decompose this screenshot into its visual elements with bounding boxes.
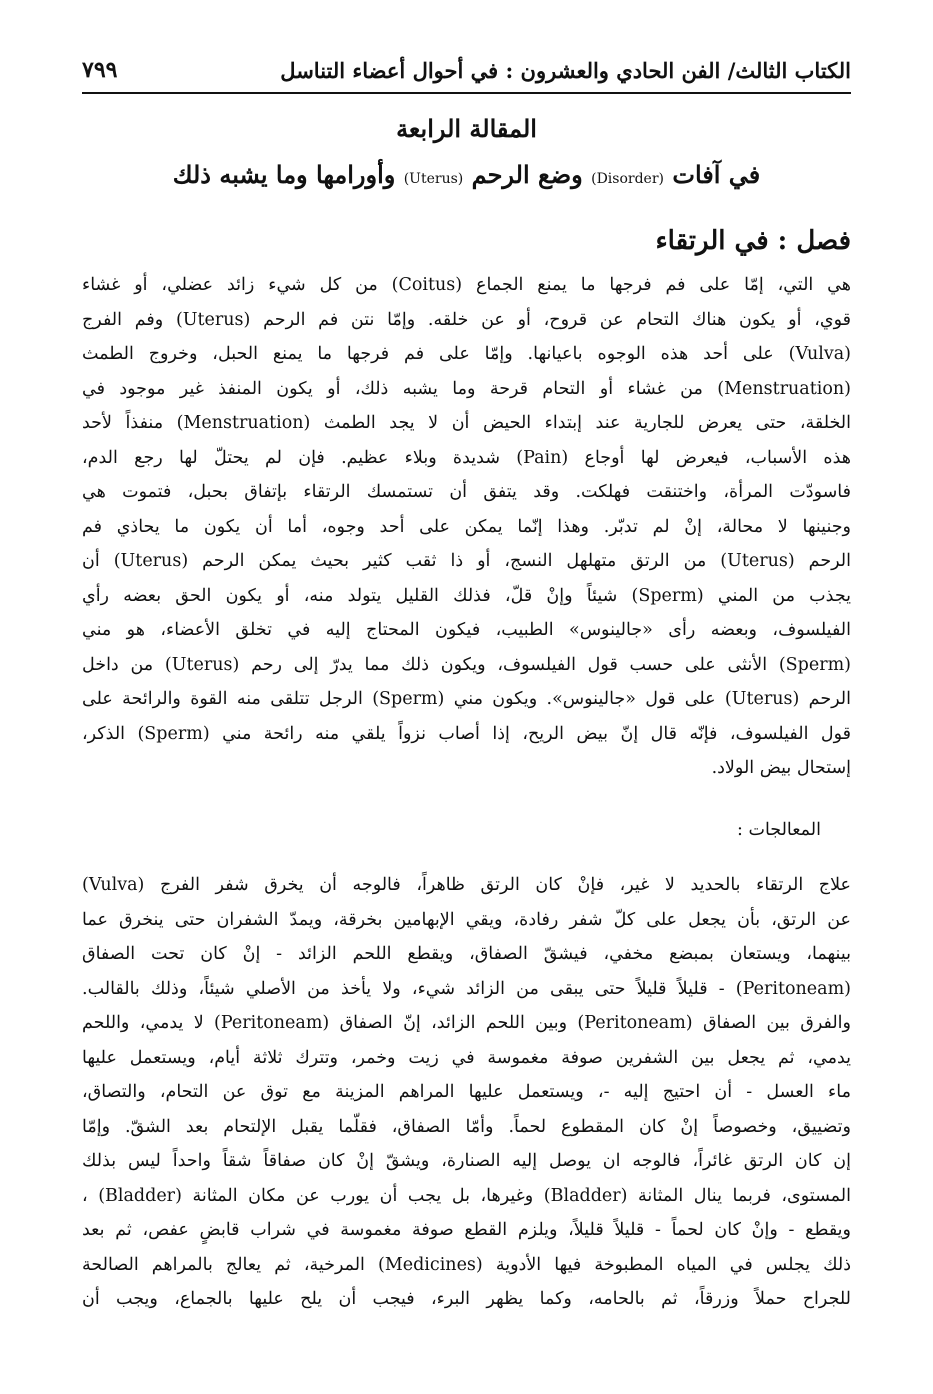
- section-heading: فصل : في الرتقاء: [655, 226, 851, 256]
- body-line: الرحم (Uterus) على قول «جالينوس». ويكون مني (Sperm) الرجل تتلقى منه القوة والرائحة على: [82, 689, 851, 709]
- body-line: إستحال بيض الولاد.: [711, 758, 851, 778]
- treatment-line: يدمي، ثم يجعل بين الشفرين صوفة مغموسة في زيت وخمر، وتترك ثلاثة أيام، ويستعمل عليها: [82, 1047, 851, 1068]
- treatments-paragraph: [82, 868, 851, 1317]
- running-header: [82, 48, 851, 94]
- treatment-line: ويقطع - وإنْ كان لحماً - قليلاً قليلاً، ويلزم القطع صوفة مغموسة في شراب قابضٍ عفص، ثم بعد: [82, 1220, 851, 1240]
- body-line: يجذب من المني (Sperm) شيئاً وإنْ قلّ، فذلك القليل يتولد منه، أو يكون الحق بعضه رأي: [82, 585, 851, 606]
- subtitle-part-2: وضع الرحم: [471, 160, 583, 189]
- treatment-line: علاج الرتقاء بالحديد لا غير، فإنْ كان الرتق ظاهراً، فالوجه أن يخرق شفر الفرج (Vulva): [82, 875, 851, 895]
- body-line: قول الفيلسوف، فإنّه قال إنّ بيض الريح، إذا أصاب نزواً يلقي منه رائحة مني (Sperm) الذكر،: [82, 723, 851, 744]
- body-line: فاسودّت المرأة، واختنقت فهلكت. وقد يتفق أن تستمسك الرتقاء بإتفاق بحبل، فتموت هي: [82, 482, 851, 502]
- body-line: قوي، أو يكون هناك التحام عن قروح، أو عن خلقه. وإمّا نتن فم الرحم (Uterus) وفم الفرج: [82, 309, 851, 330]
- treatment-line: بينهما، ويستعان بمبضع مخفي، فيشقّ الصفاق، ويقطع اللحم الزائد - إنْ كان تحت الصفاق: [82, 944, 851, 964]
- subtitle-term-1: (Disorder): [591, 171, 664, 187]
- treatment-line: (Peritoneam) - قليلاً قليلاً حتى يبقى من الزائد شيء، ولا يأخذ من الأصلي شيئاً، وذلك بالقالب.: [82, 978, 851, 999]
- body-line: هذه الأسباب، فيعرض لها أوجاع (Pain) شديدة وبلاء عظيم. فإن لم يحتلّ لها رجع الدم،: [82, 447, 851, 468]
- page-number: ٧٩٩: [82, 57, 118, 83]
- treatment-line: وتضييق، وخصوصاً إنْ كان المقطوع لحماً. وأمّا الصفاق، فقلّما يقبل الإلتحام بعد الشقّ. وإمّا: [82, 1116, 851, 1137]
- treatments-heading: المعالجات :: [737, 820, 821, 840]
- body-paragraph: [82, 268, 851, 786]
- body-line: (Menstruation) من غشاء أو التحام قرحة وما يشبه ذلك، أو يكون المنفذ غير موجود في: [82, 378, 851, 399]
- article-title: المقالة الرابعة: [396, 114, 537, 143]
- subtitle-part-1: في آفات: [672, 160, 761, 189]
- body-line: وجنينها لا محالة، إنْ لم تدبّر. وهذا إنّما يمكن على أحد وجوه، أما أن يكون ما يحاذي فم: [82, 516, 851, 537]
- article-subtitle: [82, 160, 851, 189]
- treatment-line: للجراح حملاً وزرقاً، ثم بالحامه، وكما يظهر البرء، فيجب أن يلح عليها بالجماع، ويجب أن: [82, 1289, 851, 1309]
- subtitle-term-2: (Uterus): [403, 171, 464, 187]
- body-line: (Sperm) الأنثى على حسب قول الفيلسوف، ويكون ذلك مما يدرّ إلى رحم (Uterus) من داخل: [82, 654, 851, 675]
- treatment-line: ماء العسل - أن احتيج إليه -، ويستعمل عليها المراهم المزينة مع توق عن التحام، والتصاق،: [82, 1082, 851, 1102]
- body-line: هي التي، إمّا على فم فرجها ما يمنع الجماع (Coitus) من كل شيء زائد عضلي، أو غشاء: [82, 275, 851, 295]
- treatment-line: والفرق بين الصفاق (Peritoneam) وبين اللحم الزائد، إنّ الصفاق (Peritoneam) لا يدمي، واللحم: [82, 1013, 851, 1033]
- body-line: الرحم (Uterus) من الرتق متهلهل النسج، أو ذا ثقب كثير بحيث يمكن الرحم (Uterus) أن: [82, 551, 851, 571]
- subtitle-part-3: وأورامها وما يشبه ذلك: [172, 160, 396, 189]
- body-line: (Vulva) على أحد هذه الوجوه باعيانها. وإمّا على فم فرجها ما يمنع الحبل، وخروج الطمث: [82, 344, 851, 364]
- body-line: الفيلسوف، وبعضه رأى «جالينوس» الطبيب، فيكون المحتاج إليه في تخلق الأعضاء، هو مني: [82, 620, 851, 640]
- body-line: الخلقة، حتى يعرض للجارية عند إبتداء الحيض أن لا يجد الطمث (Menstruation) منفذاً لأحد: [82, 413, 851, 433]
- treatment-line: المستوى، فربما ينال المثانة (Bladder) وغيرها، بل يجب أن يورب عن مكان المثانة (Bladder) ،: [82, 1185, 851, 1206]
- treatment-line: عن الرتق، بأن يجعل على كلّ شفر رفادة، ويقي الإبهامين بخرقة، ويمدّ الشفران حتى ينخرق عما: [82, 909, 851, 930]
- treatment-line: إن كان الرتق غائراً، فالوجه ان يوصل إليه الصنارة، ويشقّ إنْ كان صفاقاً شقاً واحداً ليس بذلك: [82, 1151, 851, 1171]
- treatment-line: ذلك يجلس في المياه المطبوخة فيها الأدوية (Medicines) المرخية، ثم يعالج بالمراهم الصالحة: [82, 1254, 851, 1275]
- header-title: الكتاب الثالث/ الفن الحادي والعشرون : في أحوال أعضاء التناسل: [280, 57, 851, 83]
